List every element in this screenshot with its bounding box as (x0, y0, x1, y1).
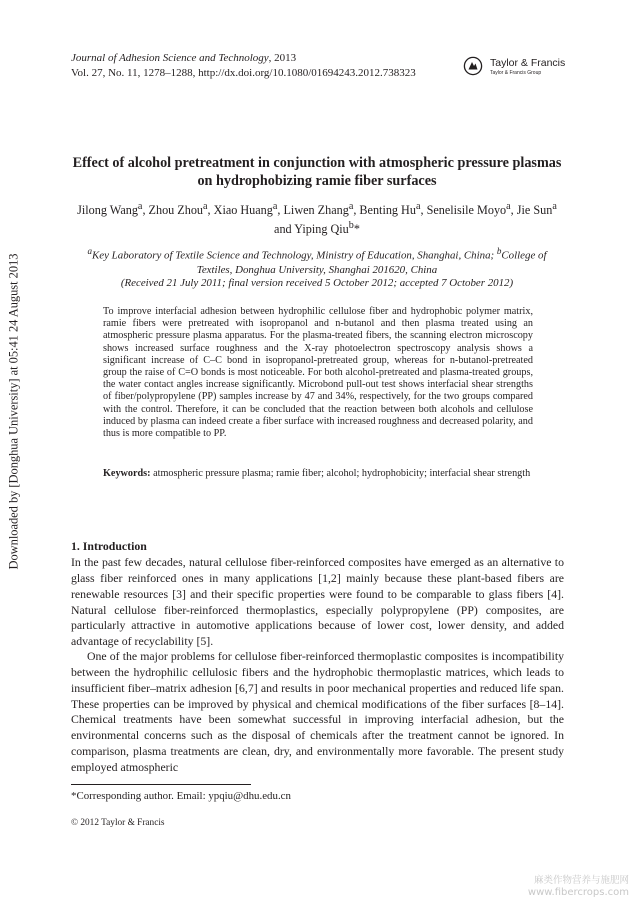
author-separator: , (510, 203, 517, 218)
author-affiliation-mark: b (348, 220, 354, 232)
body-paragraph: In the past few decades, natural cellulose fiber-reinforced composites have emerged as an alternative to glass fiber reinforced ones in many applications [1,2] mainly because these plant-based fibers are renewable resources [3] and their specific properties were found to be comparable to glass fibers [4]. Natural cellulose fiber-reinforced thermoplastics, especially polypropylene (PP) composites, are particularly attractive in automotive applications because of lower cost, lower density, and added advantage of recyclability [5]. (71, 555, 564, 649)
keywords-label: Keywords: (103, 468, 151, 479)
author-affiliation-mark: a (203, 201, 208, 212)
affiliation-mark: b (496, 246, 502, 256)
journal-header (71, 51, 416, 81)
footnote-rule (71, 784, 251, 785)
author-name: Jie Sun (516, 203, 553, 218)
author-separator: , (277, 203, 284, 218)
corresponding-author-footnote: *Corresponding author. Email: ypqiu@dhu.edu.cn (71, 790, 291, 802)
author-separator: , (420, 203, 427, 218)
journal-name: Journal of Adhesion Science and Technology (71, 52, 269, 64)
publisher-name: Taylor & Francis (490, 57, 566, 69)
author-separator: , (207, 203, 214, 218)
publisher-logo (463, 56, 573, 80)
affiliation-mark: a (87, 246, 93, 256)
body-paragraph: One of the major problems for cellulose fiber-reinforced thermoplastic composites is incompatibility between the hydrophilic cellulosic fibers and the hydrophobic thermoplastic matrices, which leads to insufficient fiber–matrix adhesion [6,7] and results in poor mechanical properties and reduced life span. These properties can be improved by physical and chemical modifications of the fiber surfaces [8–14]. Chemical treatments have been somewhat successful in improving interfacial adhesion, but the environmental concerns such as the disposal of chemicals after the treatment cannot be ignored. In comparison, plasma treatments are clean, dry, and environmentally more favorable. The present study employed atmospheric (71, 649, 564, 774)
affiliation-text: College of Textiles, Donghua University, Shanghai 201620, China (196, 249, 547, 276)
author-separator: and (274, 222, 295, 237)
site-watermark (528, 875, 629, 899)
author-name: Liwen Zhang (283, 203, 349, 218)
author-affiliation-mark: a (348, 201, 354, 212)
section-heading: 1. Introduction (71, 539, 147, 553)
journal-citation: Vol. 27, No. 11, 1278–1288, http://dx.doi.org/10.1080/01694243.2012.738323 (71, 67, 416, 79)
author-affiliation-mark: a (272, 201, 278, 212)
journal-year: , 2013 (268, 52, 297, 64)
watermark-text: 麻类作物营养与施肥网 (533, 875, 629, 886)
author-affiliation-mark: a (506, 201, 511, 212)
article-dates: (Received 21 July 2011; final version received 5 October 2012; accepted 7 October 2012) (120, 277, 514, 289)
abstract: To improve interfacial adhesion between hydrophilic cellulose fiber and hydrophobic polymer matrix, ramie fibers were pretreated with isopropanol and n-butanol and then plasma treated using an atmospheric pressure plasma apparatus. For the plasma-treated fibers, the scanning electron microscopy shows increased surface roughness and the X-ray photoelectron spectroscopy analysis shows a significant increase of C–C bond in isopropanol-pretreated group, whereas for n-butanol-pretreated group the raise of C=O bonds is most noticeable. For both alcohol-pretreated and plasma-treated groups, the water contact angles increase significantly. Microbond pull-out test shows interfacial shear strengths of fiber/polypropylene (PP) samples increase by 47 and 34%, respectively, for the two groups compared with the control. Therefore, it can be concluded that the reaction between both alcohols and cellulose induced by plasma can indeed create a fiber surface with increased roughness and decreased polarity, and thus is more compatible to PP. (103, 306, 533, 440)
author-list (71, 199, 563, 237)
watermark-url: www.fibercrops.com (527, 887, 629, 898)
author-affiliation-mark: a (415, 201, 421, 212)
author-affiliation-mark: a (137, 201, 143, 212)
author-name: Zhou Zhou (148, 203, 204, 218)
author-separator: , (353, 203, 360, 218)
article-title: Effect of alcohol pretreatment in conjunction with atmospheric pressure plasmas on hydrophobizing ramie fiber surfaces (72, 155, 562, 189)
author-affiliation-mark: a (552, 201, 557, 212)
author-separator: , (142, 203, 149, 218)
affiliations (71, 244, 563, 277)
publisher-group: Taylor & Francis Group (490, 70, 542, 76)
keywords-text: atmospheric pressure plasma; ramie fiber; alcohol; hydrophobicity; interfacial shear strength (150, 468, 531, 479)
author-name: Benting Hu (359, 203, 416, 218)
corresponding-mark: * (353, 222, 360, 237)
keywords (103, 468, 533, 480)
author-name: Xiao Huang (213, 203, 273, 218)
author-name: Jilong Wang (77, 203, 138, 218)
download-notice: Downloaded by [Donghua University] at 05:41 24 August 2013 (6, 253, 21, 570)
publisher-emblem-icon (463, 56, 483, 76)
author-name: Senelisile Moyo (426, 203, 507, 218)
affiliation-text: Key Laboratory of Textile Science and Technology, Ministry of Education, Shanghai, China; (92, 249, 497, 262)
author-name: Yiping Qiu (294, 222, 349, 237)
copyright-notice: © 2012 Taylor & Francis (71, 818, 165, 828)
